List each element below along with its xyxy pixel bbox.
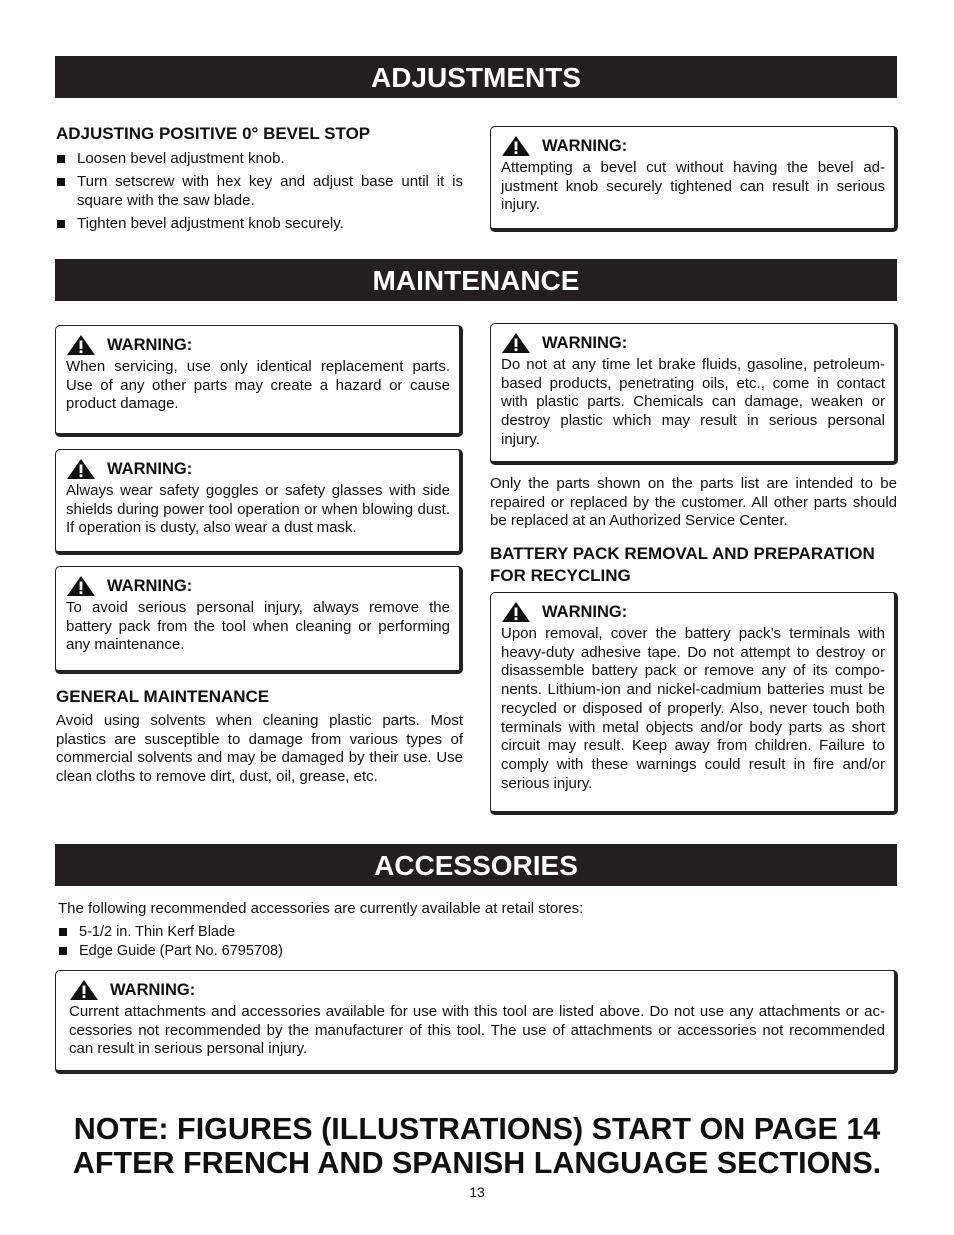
bullet-square: [57, 155, 65, 163]
warning-triangle-icon: [501, 135, 531, 157]
parts-replacement-text: Only the parts shown on the parts list are intended to be repaired or replaced by the customer. All other parts should be replaced at an Authorized Service Center.: [490, 475, 897, 530]
accessories-intro: The following recommended accessories are currently available at retail stores:: [58, 900, 584, 917]
warning-box-battery-recycling: [490, 592, 898, 815]
warning-triangle-icon: [501, 332, 531, 354]
page-number: 13: [469, 1184, 485, 1200]
warning-label: WARNING:: [542, 603, 628, 621]
warning-label: WARNING:: [542, 334, 628, 352]
warning-box-bevel: [490, 126, 898, 232]
list-item: Loosen bevel adjustment knob.: [56, 150, 463, 169]
bevel-stop-steps: [56, 150, 463, 238]
warning-box-servicing: [55, 325, 463, 437]
warning-box-battery-remove: [55, 566, 463, 674]
general-maintenance-text: Avoid using solvents when cleaning plastic parts. Most plastics are susceptible to damage from various types of commercial solvents and may be damaged by their use. Use clean cloths to remove dirt, dust, oil, grease, etc.: [56, 712, 463, 786]
warning-triangle-icon: [66, 458, 96, 480]
warning-text: Current attachments and accessories available for use with this tool are listed above. Do not use any attachments or ac-cessories not recommended by the manufacturer of this tool. The use of attachments or accessories not recommended can result in serious personal injury.: [69, 1003, 885, 1058]
list-item: Tighten bevel adjustment knob securely.: [56, 215, 463, 234]
warning-triangle-icon: [69, 979, 99, 1001]
warning-text: To avoid serious personal injury, always remove the battery pack from the tool when cleaning or performing any maintenance.: [66, 599, 450, 654]
adjustments-banner: ADJUSTMENTS: [55, 56, 897, 98]
bullet-square: [57, 178, 65, 186]
warning-triangle-icon: [501, 601, 531, 623]
list-item: 5-1/2 in. Thin Kerf Blade: [58, 923, 658, 942]
warning-label: WARNING:: [110, 981, 196, 999]
accessories-list: [58, 923, 658, 965]
bullet-square: [59, 947, 67, 955]
maintenance-banner: MAINTENANCE: [55, 259, 897, 301]
bullet-square: [57, 220, 65, 228]
warning-text: Attempting a bevel cut without having the bevel ad-justment knob securely tightened can result in serious injury.: [501, 159, 885, 214]
warning-triangle-icon: [66, 334, 96, 356]
general-maintenance-heading: GENERAL MAINTENANCE: [56, 687, 270, 706]
warning-text: Upon removal, cover the battery pack’s terminals with heavy-duty adhesive tape. Do not attempt to destroy or disassemble battery pack or remove any of its compo-nents. Lithium-ion and nickel-cadmium batteries must be recycled or disposed of properly. Also, never touch both terminals with metal objects and/or body parts as short circuit may result. Keep away from children. Failure to comply with these warnings could result in fire and/or serious injury.: [501, 625, 885, 792]
warning-text: When servicing, use only identical replacement parts. Use of any other parts may create a hazard or cause product damage.: [66, 358, 450, 413]
warning-triangle-icon: [66, 575, 96, 597]
warning-label: WARNING:: [107, 336, 193, 354]
warning-text: Do not at any time let brake fluids, gasoline, petroleum-based products, penetrating oils, etc., come in contact with plastic parts. Chemicals can damage, weaken or destroy plastic which may result in serious personal injury.: [501, 356, 885, 448]
list-item: Turn setscrew with hex key and adjust base until it is square with the saw blade.: [56, 173, 463, 210]
battery-recycling-heading: BATTERY PACK REMOVAL AND PREPARATION FOR RECYCLING: [490, 544, 875, 585]
warning-label: WARNING:: [542, 137, 628, 155]
bullet-square: [59, 928, 67, 936]
figures-note: NOTE: FIGURES (ILLUSTRATIONS) START ON PAGE 14 AFTER FRENCH AND SPANISH LANGUAGE SECTIONS.: [72, 1112, 882, 1180]
warning-label: WARNING:: [107, 460, 193, 478]
warning-box-goggles: [55, 449, 463, 555]
accessories-banner: ACCESSORIES: [55, 844, 897, 886]
warning-box-accessories: [55, 970, 898, 1074]
bevel-stop-heading: ADJUSTING POSITIVE 0° BEVEL STOP: [56, 124, 371, 143]
list-item: Edge Guide (Part No. 6795708): [58, 942, 658, 961]
warning-label: WARNING:: [107, 577, 193, 595]
warning-text: Always wear safety goggles or safety glasses with side shields during power tool operation or when blowing dust. If operation is dusty, also wear a dust mask.: [66, 482, 450, 537]
warning-box-chemicals: [490, 323, 898, 465]
